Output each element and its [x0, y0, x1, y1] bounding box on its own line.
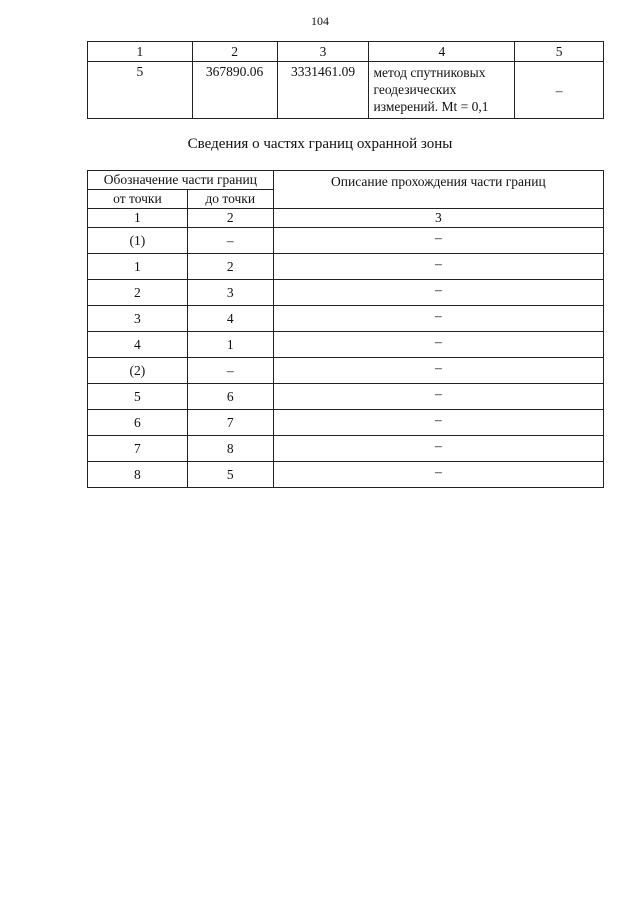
- column-number: 1: [88, 209, 188, 228]
- coordinates-table: [87, 41, 604, 119]
- from-point: 6: [88, 410, 188, 436]
- description-header: Описание прохождения части границ: [273, 171, 603, 209]
- boundary-parts-table: [87, 170, 604, 488]
- col-3-header: 3: [277, 42, 369, 62]
- to-point: 8: [187, 436, 273, 462]
- part-description: –: [273, 254, 603, 280]
- column-numbering-row: [88, 209, 604, 228]
- col-2-header: 2: [192, 42, 277, 62]
- part-description: –: [273, 332, 603, 358]
- table-row: [88, 384, 604, 410]
- part-description: –: [273, 410, 603, 436]
- part-description: –: [273, 358, 603, 384]
- table-row: [88, 280, 604, 306]
- y-coordinate: 3331461.09: [277, 62, 369, 119]
- col-5-header: 5: [515, 42, 604, 62]
- to-point: 3: [187, 280, 273, 306]
- to-point: 2: [187, 254, 273, 280]
- from-point-header: от точки: [88, 190, 188, 209]
- to-point-header: до точки: [187, 190, 273, 209]
- column-number: 3: [273, 209, 603, 228]
- method-description: [369, 62, 515, 119]
- method-line: метод спутниковых: [373, 65, 486, 80]
- column-number: 2: [187, 209, 273, 228]
- col-4-header: 4: [369, 42, 515, 62]
- method-line: измерений. Mt = 0,1: [373, 99, 489, 114]
- table-row: [88, 254, 604, 280]
- table-row: [88, 228, 604, 254]
- x-coordinate: 367890.06: [192, 62, 277, 119]
- from-point: (2): [88, 358, 188, 384]
- page-number: 104: [311, 14, 329, 28]
- table-row: [88, 358, 604, 384]
- point-number: 5: [88, 62, 193, 119]
- col-1-header: 1: [88, 42, 193, 62]
- group-header: Обозначение части границ: [88, 171, 274, 190]
- from-point: (1): [88, 228, 188, 254]
- from-point: 8: [88, 462, 188, 488]
- from-point: 3: [88, 306, 188, 332]
- table-row: [88, 332, 604, 358]
- from-point: 7: [88, 436, 188, 462]
- section-title: Сведения о частях границ охранной зоны: [187, 136, 453, 152]
- method-line: геодезических: [373, 82, 457, 97]
- to-point: 1: [187, 332, 273, 358]
- to-point: 5: [187, 462, 273, 488]
- table-row: [88, 436, 604, 462]
- to-point: 4: [187, 306, 273, 332]
- part-description: –: [273, 462, 603, 488]
- to-point: –: [187, 358, 273, 384]
- col-5-value: –: [515, 62, 604, 119]
- part-description: –: [273, 228, 603, 254]
- to-point: 7: [187, 410, 273, 436]
- table-row: [88, 410, 604, 436]
- part-description: –: [273, 384, 603, 410]
- from-point: 2: [88, 280, 188, 306]
- part-description: –: [273, 306, 603, 332]
- from-point: 1: [88, 254, 188, 280]
- to-point: 6: [187, 384, 273, 410]
- from-point: 4: [88, 332, 188, 358]
- to-point: –: [187, 228, 273, 254]
- part-description: –: [273, 436, 603, 462]
- table-row: [88, 462, 604, 488]
- coordinates-row: [88, 62, 604, 119]
- table-row: [88, 306, 604, 332]
- coordinates-header-row: [88, 42, 604, 62]
- from-point: 5: [88, 384, 188, 410]
- boundary-header-row: [88, 171, 604, 190]
- part-description: –: [273, 280, 603, 306]
